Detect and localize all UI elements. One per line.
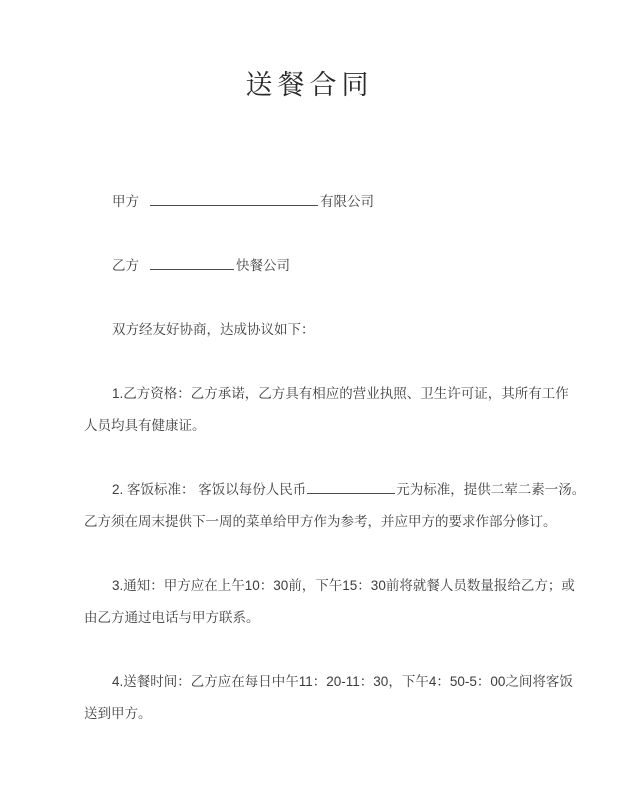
clause-line [84,474,586,506]
clause-4 [84,666,579,730]
preamble-text: 双方经友好协商，达成协议如下： [112,322,315,337]
clause-1 [84,378,579,442]
clause-line: 3.通知：甲方应在上午10：30前，下午15：30前将就餐人员数量报给乙方；或 [112,578,575,593]
party-a-suffix: 有限公司 [320,194,374,209]
party-a-label: 甲方 [112,194,139,209]
clause-line: 送到甲方。 [84,706,152,721]
clause-line: 4.送餐时间：乙方应在每日中午11：20-11：30，下午4：50-5：00之间将客饭 [112,674,573,689]
clause-line: 人员均具有健康证。 [84,418,206,433]
contract-body [84,186,586,730]
price-blank-field [307,479,395,494]
party-a-blank-field [150,191,318,206]
clause-line: 1.乙方资格：乙方承诺，乙方具有相应的营业执照、卫生许可证，其所有工作 [112,386,569,401]
contract-title: 送餐合同 [245,70,374,100]
clause-2 [84,474,586,538]
clause-line: 乙方须在周末提供下一周的菜单给甲方作为参考，并应甲方的要求作部分修订。 [84,514,557,529]
party-a-row [84,186,579,218]
party-b-row [84,250,579,282]
party-b-blank-field [150,255,234,270]
clause-2-text-before-blank: 2. 客饭标准： 客饭以每份人民币 [112,482,307,497]
clause-3 [84,570,579,634]
party-b-label: 乙方 [112,258,139,273]
clause-line: 由乙方通过电话与甲方联系。 [84,610,260,625]
party-b-suffix: 快餐公司 [236,258,290,273]
clause-2-text-after-blank: 元为标准，提供二荤二素一汤。 [396,482,586,497]
